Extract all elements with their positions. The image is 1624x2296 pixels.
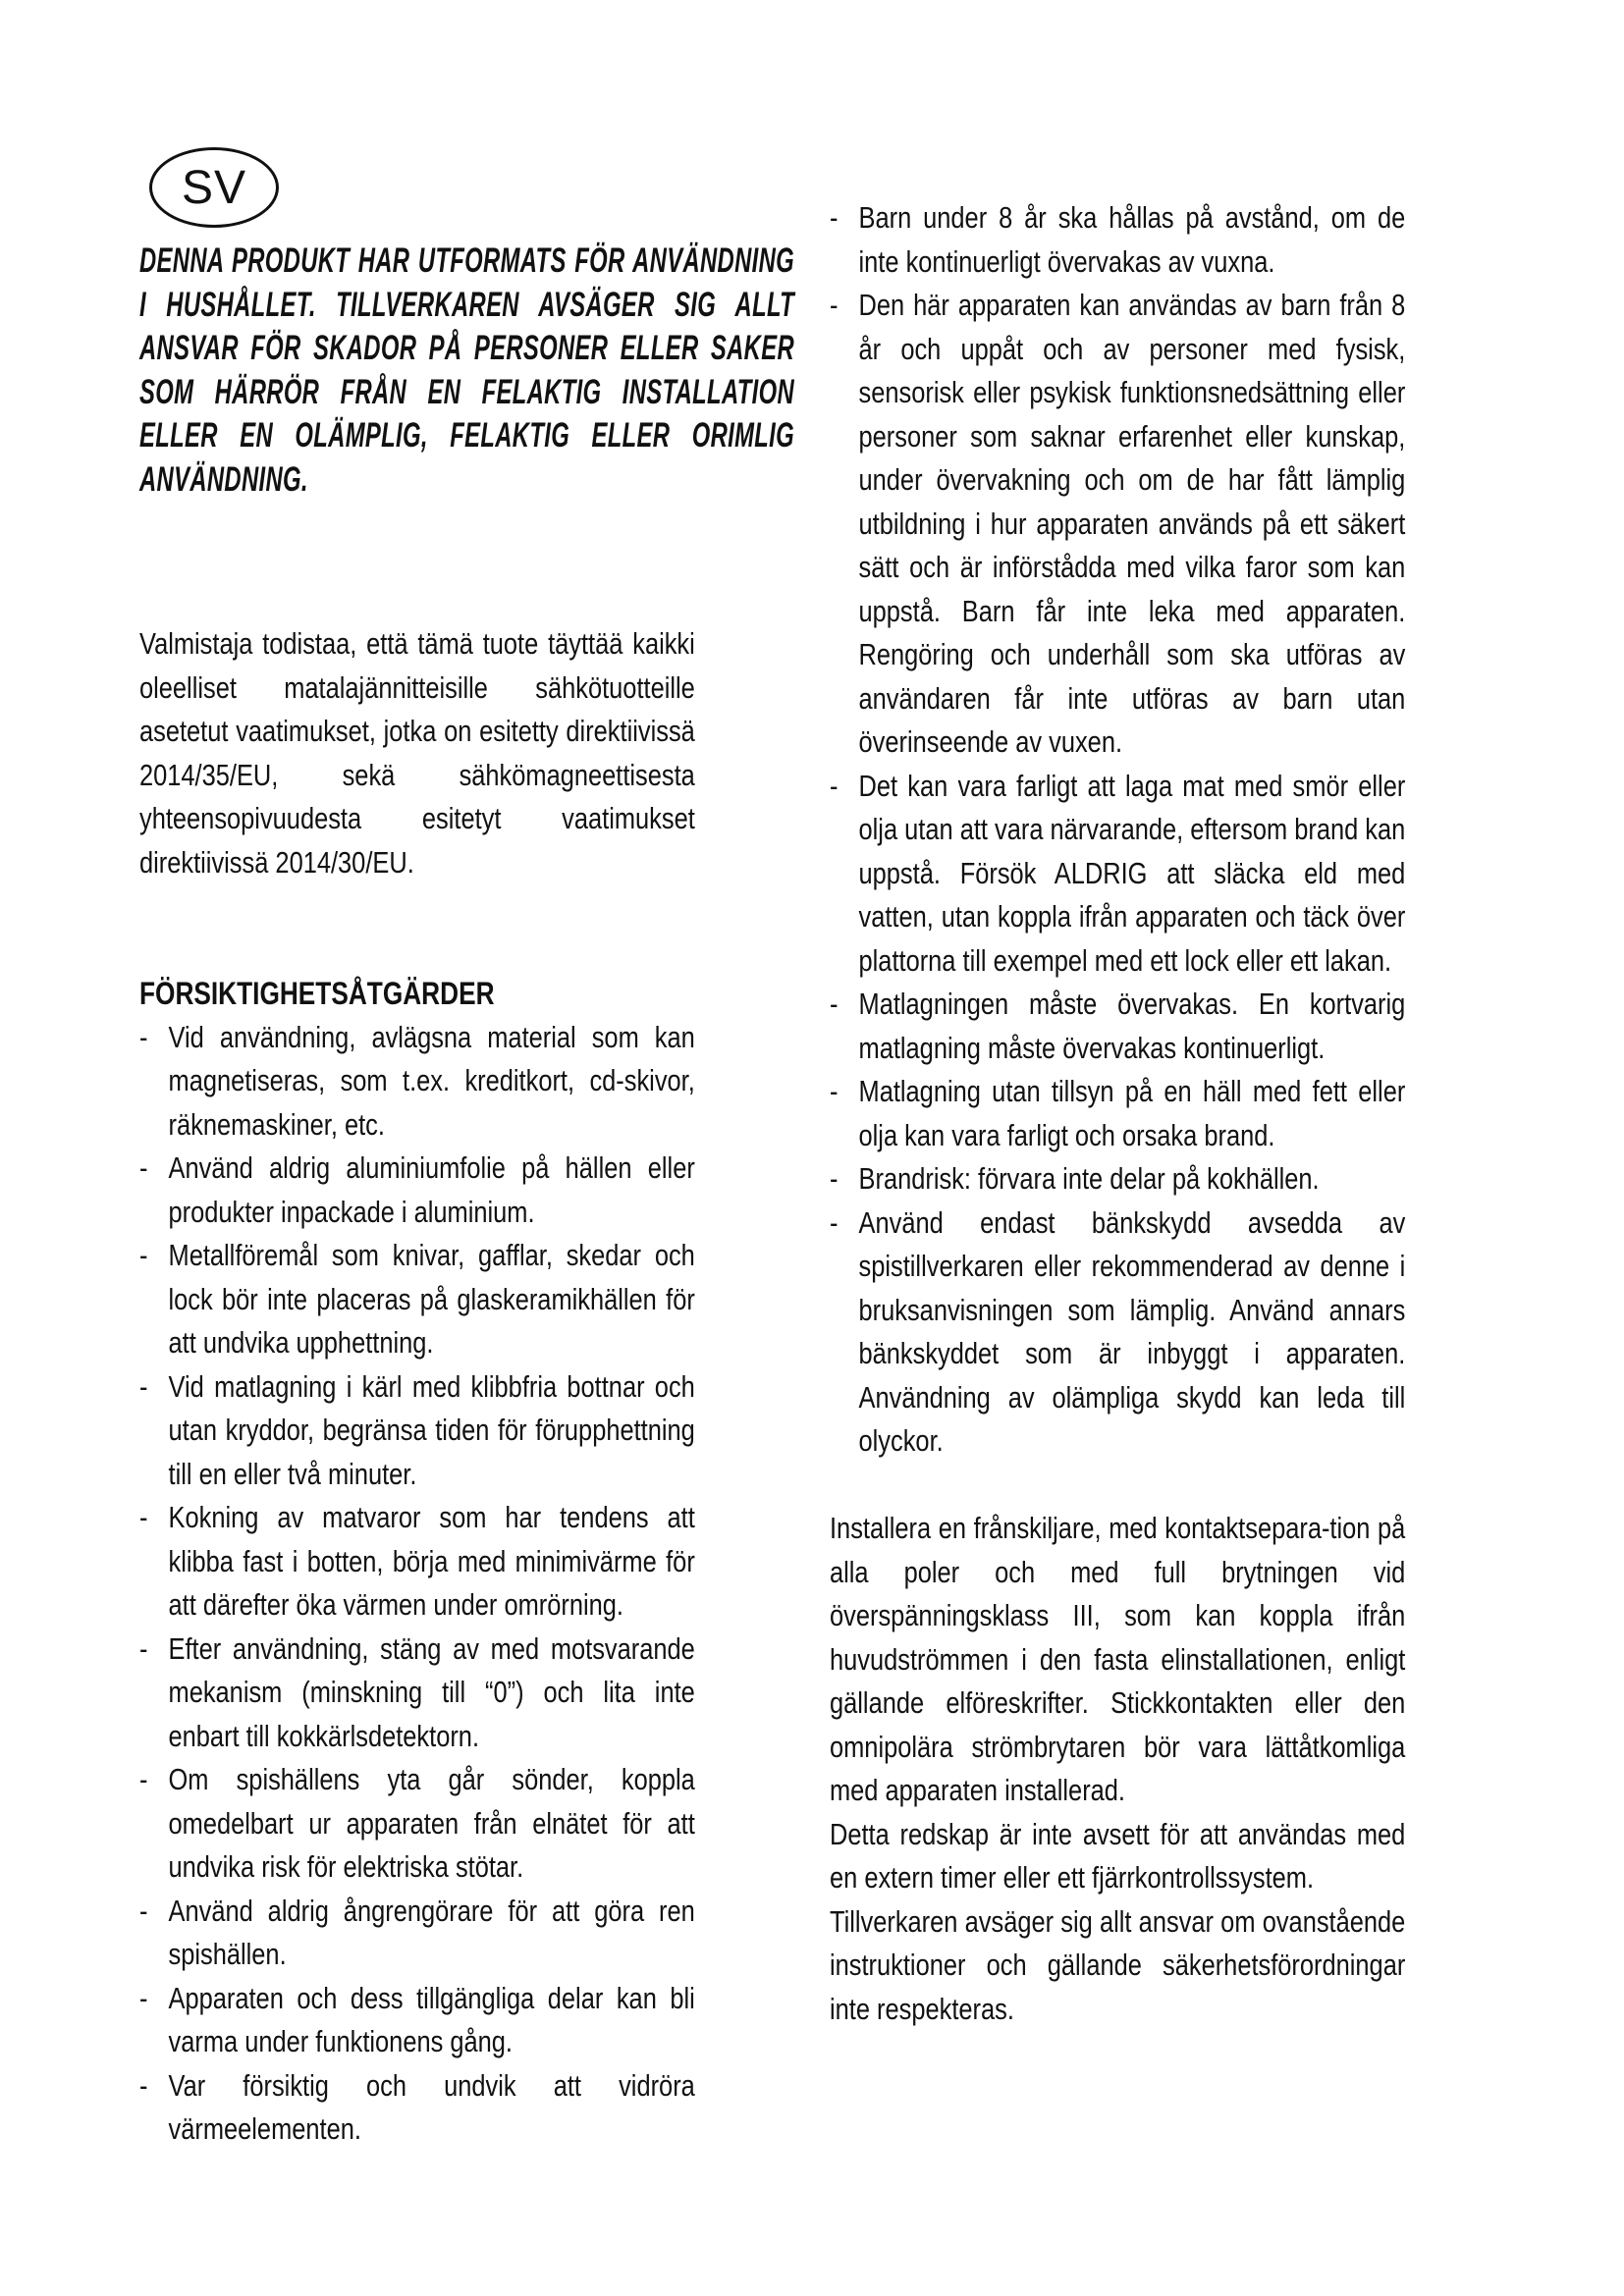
spacer xyxy=(139,929,695,973)
list-item: - Det kan vara farligt att laga mat med smör eller olja utan att vara närvarande, eftersom brand kan uppstå. Försök ALDRIG att släcka eld med vatten, utan koppla ifrån apparaten och täck över plattorna till exempel med ett lock eller ett lakan. xyxy=(830,765,1405,984)
language-badge: SV xyxy=(149,147,279,228)
warning-text: DENNA PRODUKT HAR UTFORMATS FÖR ANVÄNDNING I HUSHÅLLET. TILLVERKAREN AVSÄGER SIG ALLT ANSVAR FÖR SKADOR PÅ PERSONER ELLER SAKER SOM HÄRRÖR FRÅN EN FELAKTIG INSTALLATION ELLER EN OLÄMPLIG, FELAKTIG ELLER ORIMLIG ANVÄNDNING. xyxy=(139,241,794,499)
declaration-paragraph: Valmistaja todistaa, että tämä tuote täyttää kaikki oleelliset matalajännitteisille sähkötuotteille asetetut vaatimukset, jotka on esitetty direktiivissä 2014/35/EU, sekä sähkömagneettisesta yhteensopivuudesta esitetyt vaatimukset direktiivissä 2014/30/EU. xyxy=(139,626,695,880)
list-item: - Använd aldrig aluminiumfolie på hällen eller produkter inpackade i aluminium. xyxy=(139,1147,695,1234)
installation-paragraph: Installera en frånskiljare, med kontaktsepara-tion på alla poler och med full brytningen vid överspänningsklass III, som kan koppla ifrån huvudströmmen i den fasta elinstallationen, enligt gällande elföreskrifter. Stickkontakten eller den omnipolära strömbrytaren bör vara lättåtkomliga med apparaten installerad. xyxy=(830,1511,1406,1807)
list-item: - Kokning av matvaror som har tendens att klibba fast i botten, börja med minimivärme för att därefter öka värmen under omrörning. xyxy=(139,1496,695,1628)
list-item: - Brandrisk: förvara inte delar på kokhällen. xyxy=(830,1157,1405,1201)
list-item: - Vid användning, avlägsna material som kan magnetiseras, som t.ex. kreditkort, cd-skivor, räknemaskiner, etc. xyxy=(139,1016,695,1148)
list-item: - Efter användning, stäng av med motsvarande mekanism (minskning till “0”) och lita inte enbart till kokkärlsdetektorn. xyxy=(139,1628,695,1759)
list-item: - Matlagning utan tillsyn på en häll med fett eller olja kan vara farligt och orsaka brand. xyxy=(830,1070,1405,1157)
precautions-list xyxy=(139,1016,695,2152)
list-item: - Apparaten och dess tillgängliga delar kan bli varma under funktionens gång. xyxy=(139,1977,695,2064)
list-item: - Vid matlagning i kärl med klibbfria bottnar och utan kryddor, begränsa tiden för förupphettning till en eller två minuter. xyxy=(139,1365,695,1497)
spacer xyxy=(830,1464,1405,1508)
list-item: - Var försiktig och undvik att vidröra värmeelementen. xyxy=(139,2064,695,2152)
warning-block xyxy=(139,240,794,622)
list-item: - Använd aldrig ångrengörare för att göra ren spishällen. xyxy=(139,1890,695,1977)
timer-paragraph: Detta redskap är inte avsett för att användas med en extern timer eller ett fjärrkontrollssystem. xyxy=(830,1816,1406,1895)
right-column xyxy=(830,196,1405,2031)
safety-list xyxy=(830,196,1405,1464)
list-item: - Metallföremål som knivar, gafflar, skedar och lock bör inte placeras på glaskeramikhällen för att undvika upphettning. xyxy=(139,1234,695,1365)
list-item: - Om spishällens yta går sönder, koppla omedelbart ur apparaten från elnätet för att undvika risk för elektriska stötar. xyxy=(139,1758,695,1890)
list-item: - Matlagningen måste övervakas. En kortvarig matlagning måste övervakas kontinuerligt. xyxy=(830,983,1405,1070)
precautions-heading: FÖRSIKTIGHETSÅTGÄRDER xyxy=(139,976,495,1011)
liability-paragraph: Tillverkaren avsäger sig allt ansvar om ovanstående instruktioner och gällande säkerhetsförordningar inte respekteras. xyxy=(830,1903,1406,2026)
list-item: - Barn under 8 år ska hållas på avstånd, om de inte kontinuerligt övervakas av vuxna. xyxy=(830,196,1405,284)
left-column xyxy=(139,196,794,2152)
list-item: - Den här apparaten kan användas av barn från 8 år och uppåt och av personer med fysisk, sensorisk eller psykisk funktionsnedsättning eller personer som saknar erfarenhet eller kunskap, under övervakning och om de har fått lämplig utbildning i hur apparaten används på ett säkert sätt och är införstådda med vilka faror som kan uppstå. Barn får inte leka med apparaten. Rengöring och underhåll som ska utföras av användaren får inte utföras av barn utan överinseende av vuxen. xyxy=(830,284,1405,765)
list-item: - Använd endast bänkskydd avsedda av spistillverkaren eller rekommenderad av denne i bruksanvisningen som lämplig. Använd annars bänkskyddet som är inbyggt i apparaten. Användning av olämpliga skydd kan leda till olyckor. xyxy=(830,1201,1405,1464)
